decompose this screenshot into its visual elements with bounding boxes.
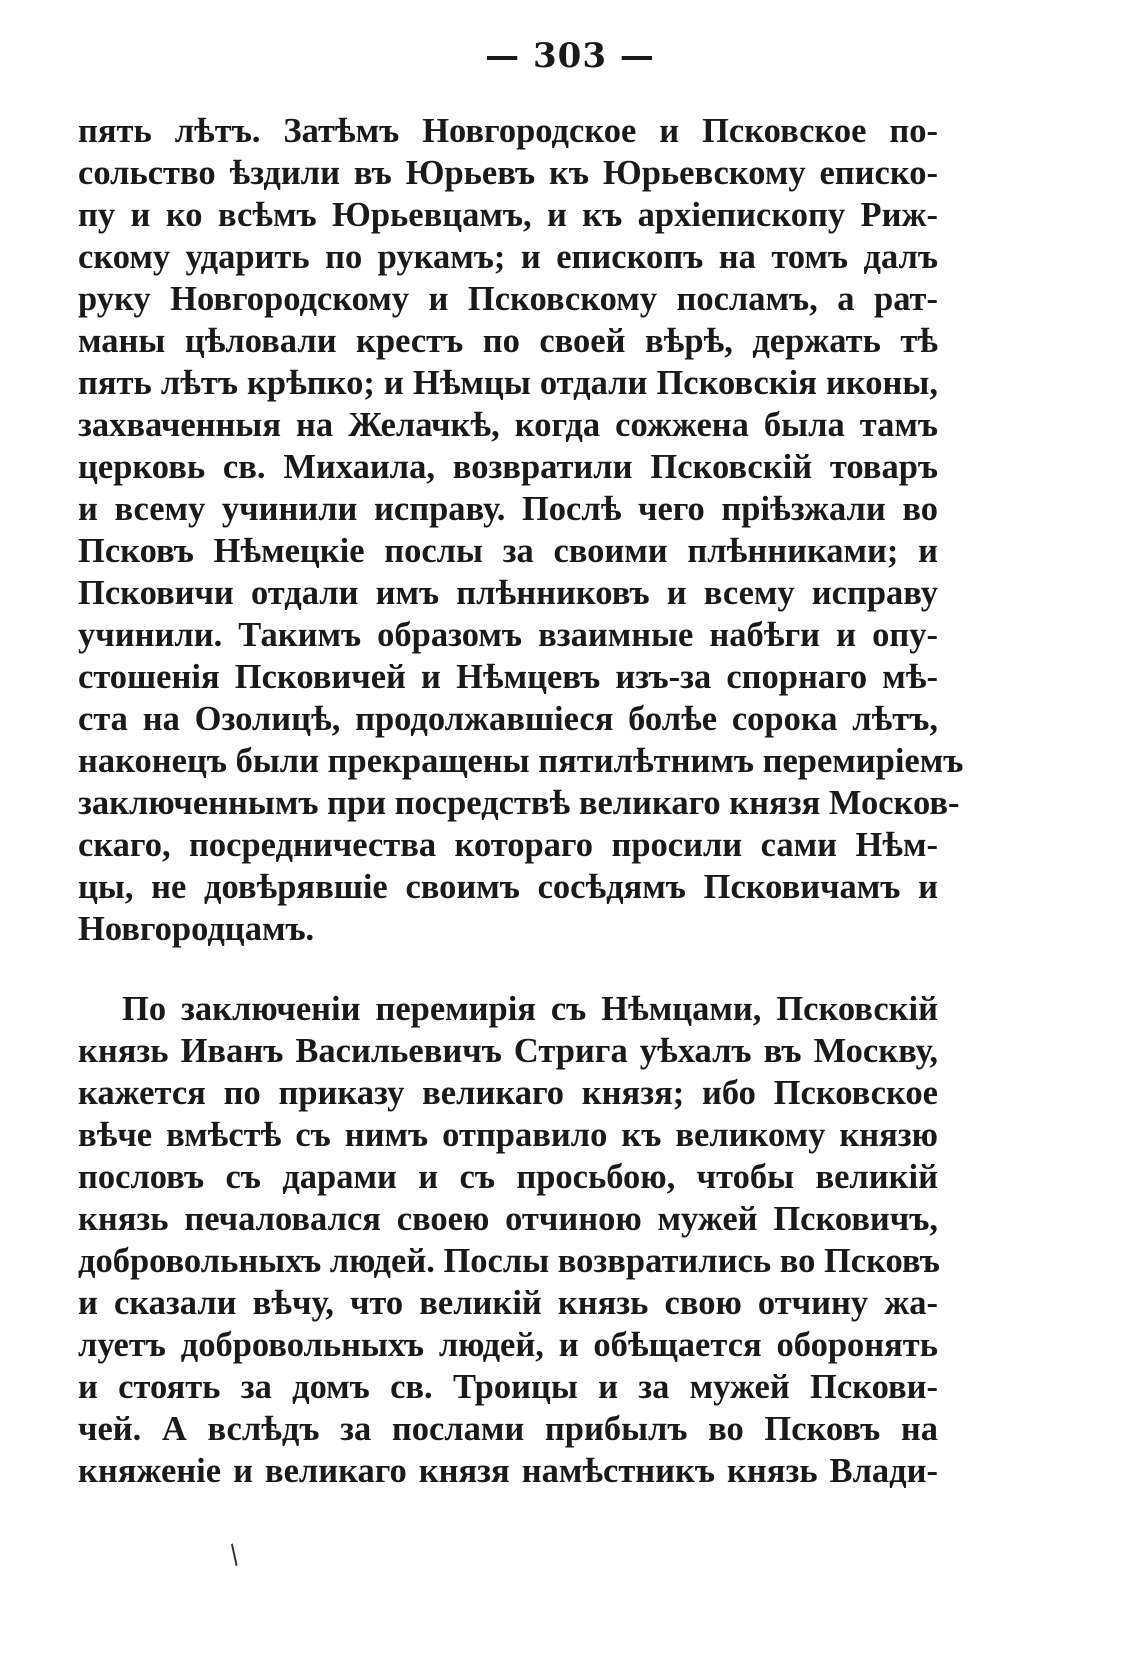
text-line: Псковъ Нѣмецкіе послы за своими плѣнниками; и [78,532,938,570]
text-line: чей. А вслѣдъ за послами прибылъ во Псковъ на [78,1410,938,1448]
text-line: пять лѣтъ. Затѣмъ Новгородское и Псковское по- [78,112,938,150]
text-line: Псковичи отдали имъ плѣнниковъ и всему исправу [78,574,938,612]
text-line: стошенія Псковичей и Нѣмцевъ изъ-за спорнаго мѣ- [78,658,938,696]
paragraph-1 [78,110,964,950]
text-line: сольство ѣздили въ Юрьевъ къ Юрьевскому еписко- [78,154,938,192]
text-line: Новгородцамъ. [78,910,315,948]
text-line: наконецъ были прекращены пятилѣтнимъ перемиріемъ [78,742,964,780]
text-line: княженіе и великаго князя намѣстникъ князь Влади- [78,1452,938,1490]
text-line: учинили. Такимъ образомъ взаимные набѣги и опу- [78,616,938,654]
text-line: скому ударить по рукамъ; и епископъ на томъ далъ [78,238,938,276]
text-line: и всему учинили исправу. Послѣ чего пріѣзжали во [78,490,938,528]
text-line: заключеннымъ при посредствѣ великаго князя Москов- [78,784,960,822]
paragraph-2 [78,988,938,1492]
ink-mark: / [223,1539,246,1571]
text-line: вѣче вмѣстѣ съ нимъ отправило къ великому князю [78,1116,938,1154]
text-line: руку Новгородскому и Псковскому посламъ, а рат- [78,280,938,318]
text-line: и сказали вѣчу, что великій князь свою отчину жа- [78,1284,938,1322]
text-line: скаго, посредничества котораго просили сами Нѣм- [78,826,938,864]
text-line: ста на Озолицѣ, продолжавшіеся болѣе сорока лѣтъ, [78,700,938,738]
text-line: князь Иванъ Васильевичъ Стрига уѣхалъ въ Москву, [78,1032,938,1070]
text-line: и стоять за домъ св. Троицы и за мужей Пскови- [78,1368,938,1406]
text-line: князь печаловался своею отчиною мужей Псковичъ, [78,1200,938,1238]
text-line: кажется по приказу великаго князя; ибо Псковское [78,1074,938,1112]
text-line: церковь св. Михаила, возвратили Псковскій товаръ [78,448,938,486]
page-number: — 303 — [485,36,655,76]
text-line: По заключеніи перемирія съ Нѣмцами, Псковскій [122,990,938,1028]
text-line: пять лѣтъ крѣпко; и Нѣмцы отдали Псковскія иконы, [78,364,938,402]
text-line: пу и ко всѣмъ Юрьевцамъ, и къ архіепископу Риж- [78,196,938,234]
text-line: маны цѣловали крестъ по своей вѣрѣ, держать тѣ [78,322,938,360]
text-line: луетъ добровольныхъ людей, и обѣщается оборонять [78,1326,938,1364]
text-line: захваченныя на Желачкѣ, когда сожжена была тамъ [78,406,938,444]
text-line: пословъ съ дарами и съ просьбою, чтобы великій [78,1158,938,1196]
text-line: добровольныхъ людей. Послы возвратились во Псковъ [78,1242,940,1280]
text-line: цы, не довѣрявшіе своимъ сосѣдямъ Псковичамъ и [78,868,938,906]
